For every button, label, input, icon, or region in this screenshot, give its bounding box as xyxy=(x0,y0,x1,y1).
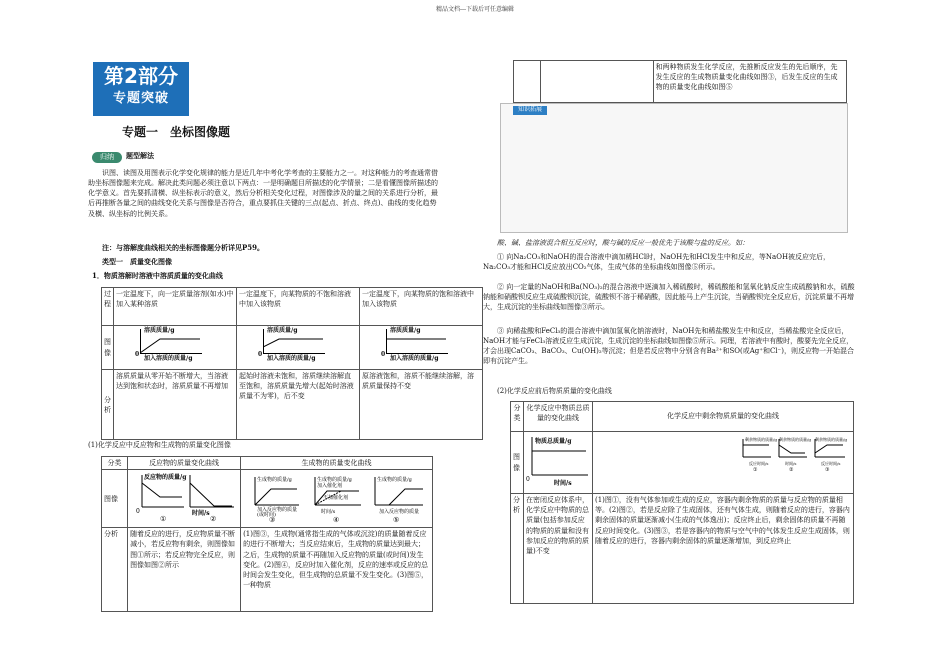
knowledge-box xyxy=(500,103,848,233)
intro-paragraph: 识图、读图及用图表示化学变化规律的能力是近几年中考化学考查的主要能力之一。对这种能力的考查通常借助坐标图像题来完成。解决此类问题必须注意以下两点：一是明确题目所描述的化学情景；二是看懂图像所描述的化学意义。首先要抓清横、纵坐标表示的意义，然后分析相关变化过程，对图像涉及的量之间的关系进行分析，最后再推断各量之间的曲线变化关系与图像是否符合，重点要抓住关键的三点(起点、折点、终点)、曲线的变化趋势及横、纵坐标的比例关系。 xyxy=(88,169,438,218)
analysis-total: 在密闭反应体系中，化学反应中物质的总质量(包括参加反应的物质的质量和没有参加反应的物质的质量)不变 xyxy=(524,494,593,604)
y-axis-label: 溶质质量/g xyxy=(390,327,421,334)
cell-process-3: 一定温度下，向某物质的饱和溶液中加入该物质 xyxy=(360,288,483,326)
dissolve-chart-1 xyxy=(134,327,234,365)
summary-label: 题型解法 xyxy=(126,151,154,160)
total-mass-table xyxy=(510,401,854,604)
reaction-mass-table xyxy=(101,456,433,612)
col-head-product: 生成物的质量变化曲线 xyxy=(241,457,433,470)
continuation-cell: 和两种物质发生化学反应，先推断反应发生的先后顺序，先发生反应的生成物质量变化曲线如图③，后发生反应的生成物的质量变化曲线如图⑤ xyxy=(653,61,846,103)
reactant-y-label: 反应物的质量/g xyxy=(144,474,187,482)
curve-rise-plateau xyxy=(140,329,202,354)
svg-text:④: ④ xyxy=(333,516,340,524)
remain-charts-cell xyxy=(593,432,854,494)
analysis-reactant: 随着反应的进行，反应物质量不断减小，若反应物有剩余，则图像如图①所示；若反应物完全反应，则图像如图②所示 xyxy=(128,528,241,612)
svg-text:③: ③ xyxy=(269,516,276,524)
x-axis-label: 加入溶质的质量/g xyxy=(144,355,193,362)
svg-text:0: 0 xyxy=(136,508,140,516)
svg-text:时间/s: 时间/s xyxy=(192,510,210,518)
col-head-total: 化学反应中物质总质量的变化曲线 xyxy=(524,402,593,432)
x-axis-label: 加入溶质的质量/g xyxy=(390,355,439,362)
circle-1: ① xyxy=(160,515,167,524)
rparagraph-2: ② 向一定量的NaOH和Ba(NO₃)₂的混合溶液中逐滴加入稀硫酸时，稀硫酸能和氢氧化钠反应生成硫酸钠和水，硫酸钠能和硝酸钡反应生成硫酸钡沉淀，硫酸钡不溶于稀硝酸，因此能马上产生沉淀，当硝酸钡完全反应后，沉淀质量不再增大，生成沉淀的坐标曲线如图像③所示。 xyxy=(483,283,855,312)
knowledge-label: 知识拓展 xyxy=(513,106,547,115)
summary-badge: 归纳 xyxy=(92,152,122,163)
product-charts-cell xyxy=(241,470,433,528)
col-head-category: 分类 xyxy=(511,402,524,432)
total-chart-cell xyxy=(524,432,593,494)
dissolution-table xyxy=(101,287,483,440)
rparagraph-3: ③ 向稀盐酸和FeCl₃的混合溶液中滴加氢氧化钠溶液时，NaOH先和稀盐酸发生中和反应，当稀盐酸完全反应后，NaOH才能与FeCl₃溶液反应生成沉淀，生成沉淀的坐标曲线如图像⑤所示。同理，若溶液中有酸时，酸要先完全反应，才会出现CaCO₃、BaCO₃、Cu(OH)₂等沉淀；但是若反应物中分别含有Ba²⁺和SO(或Ag⁺和Cl⁻)，则反应物一开始混合即有沉淀产生。 xyxy=(483,327,854,366)
svg-text:反应时间/s: 反应时间/s xyxy=(821,461,841,466)
row-label-analysis: 分析 xyxy=(102,370,114,440)
curve-flat xyxy=(386,329,448,354)
part-logo-subtitle: 专题突破 xyxy=(112,91,169,106)
cell-image-2 xyxy=(237,326,360,370)
part-logo-number: 第2部分 xyxy=(104,64,178,88)
row-label-process: 过程 xyxy=(102,288,114,326)
total-mass-chart xyxy=(526,433,590,489)
svg-text:反应时间/s: 反应时间/s xyxy=(749,461,769,466)
svg-text:加入催化剂: 加入催化剂 xyxy=(317,483,343,490)
circle-2: ② xyxy=(210,515,217,524)
y-axis-label: 溶质质量/g xyxy=(267,327,298,334)
cell-analysis-1: 溶质质量从零开始不断增大，当溶液达到饱和状态时，溶质质量不再增加 xyxy=(114,370,237,440)
remain-mass-charts xyxy=(595,433,851,489)
svg-text:加入反应物的质量: 加入反应物的质量 xyxy=(257,507,298,514)
cell-image-1 xyxy=(114,326,237,370)
origin-label: 0 xyxy=(135,351,140,358)
svg-text:剩余物质的质量/g: 剩余物质的质量/g xyxy=(745,437,777,442)
part-logo xyxy=(93,62,189,116)
y-axis-label: 溶质质量/g xyxy=(144,327,175,334)
col-head-remain: 化学反应中剩余物质质量的变化曲线 xyxy=(593,402,854,432)
section3-heading: (2)化学反应前后物质质量的变化曲线 xyxy=(497,387,612,395)
svg-text:时间/s: 时间/s xyxy=(785,461,797,466)
analysis-product: (1)图③，生成物(通常指生成的气体或沉淀)的质量随着反应的进行不断增大；当反应结束后，生成物的质量达到最大；之后，生成物的质量不再随加入反应物的质量(或时间)发生变化。(2)图④，反应时加入催化剂，反应的速率或反应的总时间会发生变化，但生成物的总质量不发生变化。(3)图⑤，一种物质 xyxy=(241,528,433,612)
col-head-category: 分类 xyxy=(102,457,128,470)
svg-text:生成物的质量/g: 生成物的质量/g xyxy=(377,477,412,484)
svg-text:(或时间): (或时间) xyxy=(257,512,276,519)
cell-process-1: 一定温度下，向一定质量溶剂(如水)中加入某种溶质 xyxy=(114,288,237,326)
col-head-reactant: 反应物的质量变化曲线 xyxy=(128,457,241,470)
reactant-charts-cell xyxy=(128,470,241,528)
type1-heading: 类型一 质量变化图像 xyxy=(102,257,172,266)
cell-analysis-3: 原溶液饱和，溶质不能继续溶解，溶质质量保持不变 xyxy=(360,370,483,440)
x-axis-label: 加入溶质的质量/g xyxy=(267,355,316,362)
analysis-remain: (1)图①，没有气体参加或生成的反应，容器内剩余物质的质量与反应物的质量相等。(2)图②，若是反应除了生成固体，还有气体生成，则随着反应的进行，容器内剩余固体的质量逐渐减小(生成的气体逸出)；反应终止后，剩余固体的质量不再随反应时间变化。(3)图③，若是容器内的物质与空气中的气体发生反应生成固体，则随着反应的进行，容器内剩余固体的质量逐渐增加，到反应终止 xyxy=(593,494,854,604)
cell-image-3 xyxy=(360,326,483,370)
svg-text:生成物的质量/g: 生成物的质量/g xyxy=(317,477,352,484)
svg-text:剩余物质的质量/g: 剩余物质的质量/g xyxy=(779,437,811,442)
svg-text:②: ② xyxy=(789,467,794,473)
cell-analysis-2: 起始时溶液未饱和，溶质继续溶解直至饱和，溶质质量先增大(起始时溶液质量不为零)，后不变 xyxy=(237,370,360,440)
dissolve-chart-2 xyxy=(257,327,357,365)
section2-heading: (1)化学反应中反应物和生成物的质量变化图像 xyxy=(88,441,231,449)
svg-text:①: ① xyxy=(753,467,758,473)
dissolve-chart-3 xyxy=(380,327,480,365)
svg-text:剩余物质的质量/g: 剩余物质的质量/g xyxy=(815,437,847,442)
empty-cell-2 xyxy=(540,61,653,103)
row-label-image: 图像 xyxy=(102,470,128,528)
product-charts xyxy=(243,471,429,523)
note-paragraph: 注：与溶解度曲线相关的坐标图像题分析详见P59。 xyxy=(102,243,265,252)
row-label-analysis: 分析 xyxy=(102,528,128,612)
empty-cell-1 xyxy=(514,61,541,103)
row-label-analysis: 分析 xyxy=(511,494,524,604)
continuation-table xyxy=(513,60,847,103)
svg-text:时间/s: 时间/s xyxy=(554,480,572,487)
rparagraph-1: ① 向Na₂CO₃和NaOH的混合溶液中滴加稀HCl时，NaOH先和HCl发生中和反应，等NaOH被反应完后，Na₂CO₃才能和HCl反应放出CO₂气体，生成气体的坐标曲线如图像⑤所示。 xyxy=(483,253,831,272)
svg-text:物质总质量/g: 物质总质量/g xyxy=(535,438,572,445)
page-title: 专题一 坐标图像题 xyxy=(122,125,231,139)
row-label-image: 图像 xyxy=(102,326,114,370)
curve-offset-rise-plateau xyxy=(263,329,325,354)
header-note: 精品文档---下载后可任意编辑 xyxy=(435,6,515,13)
svg-text:时间/s: 时间/s xyxy=(321,509,336,516)
row-label-image: 图像 xyxy=(511,432,524,494)
section1-heading: 1．物质溶解时溶液中溶质质量的变化曲线 xyxy=(92,271,223,280)
svg-text:不加催化剂: 不加催化剂 xyxy=(323,495,349,502)
svg-text:③: ③ xyxy=(825,467,830,473)
svg-text:⑤: ⑤ xyxy=(393,516,400,524)
cell-process-2: 一定温度下，向某物质的不饱和溶液中加入该物质 xyxy=(237,288,360,326)
origin-label: 0 xyxy=(258,351,263,358)
rparagraph-0: 酸、碱、盐溶液混合相互反应时，酸与碱的反应一般优先于该酸与盐的反应。如： xyxy=(497,239,749,247)
svg-text:0: 0 xyxy=(526,476,530,483)
svg-text:加入反应物的质量: 加入反应物的质量 xyxy=(379,509,420,516)
reactant-charts xyxy=(130,471,238,523)
origin-label: 0 xyxy=(381,351,386,358)
product-y-label-3: 生成物的质量/g xyxy=(257,477,292,484)
